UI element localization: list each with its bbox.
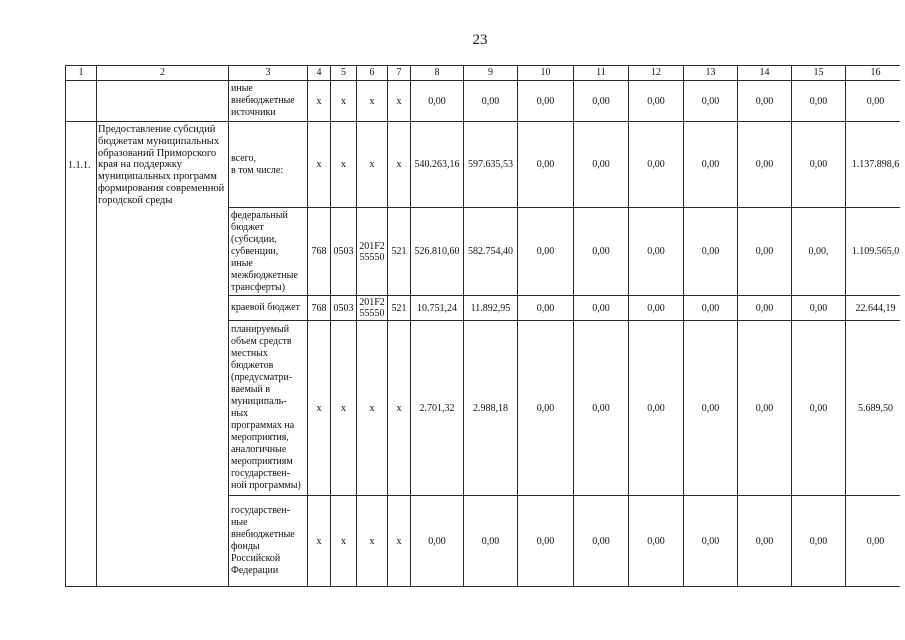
row-number-cell-empty (66, 81, 97, 122)
table-body (66, 66, 901, 587)
item-title-line: формирования современной (98, 182, 225, 194)
code-col-4: x (308, 81, 331, 122)
amount-col-12: 0,00 (629, 496, 684, 587)
column-number-11: 11 (574, 66, 629, 81)
amount-col-15: 0,00 (792, 296, 846, 321)
amount-col-16: 0,00 (846, 81, 901, 122)
amount-col-8: 0,00 (411, 81, 464, 122)
code-col-6: 201F2 55550 (357, 296, 388, 321)
funding-source-line: мероприятия, (231, 432, 289, 443)
funding-source-line: бюджет (231, 221, 264, 233)
funding-source-line: ных (231, 408, 249, 419)
funding-source-line: субвенции, (231, 245, 279, 257)
amount-col-16: 5.689,50 (846, 321, 901, 496)
amount-col-12: 0,00 (629, 81, 684, 122)
funding-source-line: бюджетов (231, 360, 274, 371)
column-number-8: 8 (411, 66, 464, 81)
code-col-7: x (388, 122, 411, 208)
funding-source-line: внебюджетные (231, 95, 295, 106)
amount-col-15: 0,00, (792, 208, 846, 296)
amount-col-14: 0,00 (738, 496, 792, 587)
amount-col-9: 597.635,53 (464, 122, 518, 208)
amount-col-8: 0,00 (411, 496, 464, 587)
column-number-9: 9 (464, 66, 518, 81)
table-row (66, 122, 901, 208)
amount-col-9: 2.988,18 (464, 321, 518, 496)
funding-source (229, 208, 308, 296)
funding-source-line: ной программы) (231, 480, 301, 491)
amount-col-13: 0,00 (684, 321, 738, 496)
code-col-4: 768 (308, 208, 331, 296)
amount-col-8: 10.751,24 (411, 296, 464, 321)
code-col-4: x (308, 321, 331, 496)
funding-source-line: Российской (231, 553, 281, 564)
code-col-5: x (331, 321, 357, 496)
amount-col-12: 0,00 (629, 321, 684, 496)
amount-col-9: 0,00 (464, 81, 518, 122)
funding-source (229, 496, 308, 587)
column-number-4: 4 (308, 66, 331, 81)
budget-table-container (65, 65, 900, 588)
amount-col-10: 0,00 (518, 81, 574, 122)
amount-col-11: 0,00 (574, 296, 629, 321)
code-col-5: x (331, 122, 357, 208)
amount-col-15: 0,00 (792, 122, 846, 208)
amount-col-11: 0,00 (574, 208, 629, 296)
funding-source-line: планируемый (231, 324, 290, 335)
amount-col-8: 526.810,60 (411, 208, 464, 296)
amount-col-15: 0,00 (792, 496, 846, 587)
amount-col-12: 0,00 (629, 122, 684, 208)
funding-source-line: в том числе: (231, 164, 284, 176)
funding-source-line: аналогичные (231, 444, 287, 455)
amount-col-16: 1.109.565,0 (846, 208, 901, 296)
amount-col-14: 0,00 (738, 208, 792, 296)
amount-col-14: 0,00 (738, 296, 792, 321)
item-title-line: Предоставление субсидий (98, 124, 216, 135)
table-row (66, 81, 901, 122)
amount-col-10: 0,00 (518, 496, 574, 587)
code-col-5: x (331, 496, 357, 587)
column-number-2: 2 (97, 66, 229, 81)
column-number-6: 6 (357, 66, 388, 81)
amount-col-11: 0,00 (574, 81, 629, 122)
item-number: 1.1.1. (66, 122, 97, 587)
budget-table (65, 65, 900, 587)
funding-source-line: иные (231, 83, 253, 94)
funding-source-line: программах на (231, 420, 295, 431)
amount-col-11: 0,00 (574, 122, 629, 208)
code-col-5: 0503 (331, 208, 357, 296)
code-col-6: x (357, 122, 388, 208)
amount-col-9: 582.754,40 (464, 208, 518, 296)
funding-source-line: государствен- (231, 468, 290, 479)
amount-col-15: 0,00 (792, 321, 846, 496)
amount-col-11: 0,00 (574, 496, 629, 587)
code-col-4: x (308, 122, 331, 208)
column-number-10: 10 (518, 66, 574, 81)
funding-source-line: (предусматри- (231, 372, 293, 383)
funding-source-line: (субсидии, (231, 233, 277, 245)
code-col-7: x (388, 321, 411, 496)
code-col-4: 768 (308, 296, 331, 321)
amount-col-9: 0,00 (464, 496, 518, 587)
funding-source-line: местных (231, 348, 268, 359)
amount-col-12: 0,00 (629, 296, 684, 321)
code-col-5: x (331, 81, 357, 122)
amount-col-13: 0,00 (684, 122, 738, 208)
column-number-5: 5 (331, 66, 357, 81)
funding-source-line: федеральный (231, 209, 288, 221)
amount-col-10: 0,00 (518, 208, 574, 296)
funding-source-line: фонды (231, 541, 260, 552)
funding-source-line: источники (231, 107, 276, 118)
item-title (97, 122, 229, 587)
amount-col-12: 0,00 (629, 208, 684, 296)
code-col-6: 201F2 55550 (357, 208, 388, 296)
column-number-16: 16 (846, 66, 901, 81)
funding-source (229, 321, 308, 496)
amount-col-13: 0,00 (684, 496, 738, 587)
code-col-7: 521 (388, 208, 411, 296)
amount-col-9: 11.892,95 (464, 296, 518, 321)
column-number-13: 13 (684, 66, 738, 81)
column-number-15: 15 (792, 66, 846, 81)
funding-source-line: мероприятиям (231, 456, 293, 467)
code-col-7: x (388, 496, 411, 587)
item-title-line: бюджетам муниципальных (98, 135, 220, 147)
amount-col-14: 0,00 (738, 321, 792, 496)
column-number-14: 14 (738, 66, 792, 81)
funding-source-line: краевой бюджет (231, 302, 300, 313)
item-title-line: муниципальных программ (98, 171, 217, 183)
column-number-3: 3 (229, 66, 308, 81)
funding-source-line: всего, (231, 152, 257, 164)
amount-col-16: 0,00 (846, 496, 901, 587)
amount-col-11: 0,00 (574, 321, 629, 496)
column-number-12: 12 (629, 66, 684, 81)
funding-source-line: Федерации (231, 565, 279, 576)
code-col-4: x (308, 496, 331, 587)
funding-source-line: объем средств (231, 336, 292, 347)
amount-col-16: 22.644,19 (846, 296, 901, 321)
code-col-6: x (357, 321, 388, 496)
funding-source-line: внебюджетные (231, 529, 295, 540)
column-number-1: 1 (66, 66, 97, 81)
funding-source-line: муниципаль- (231, 396, 287, 407)
item-title-line: края на поддержку (98, 159, 182, 171)
amount-col-10: 0,00 (518, 321, 574, 496)
amount-col-14: 0,00 (738, 122, 792, 208)
funding-source-line: трансферты) (231, 281, 286, 293)
item-title-line: городской среды (98, 194, 173, 206)
amount-col-10: 0,00 (518, 296, 574, 321)
item-name-cell-empty (97, 81, 229, 122)
code-col-6: x (357, 81, 388, 122)
funding-source-line: межбюджетные (231, 269, 298, 281)
funding-source (229, 296, 308, 321)
amount-col-14: 0,00 (738, 81, 792, 122)
amount-col-10: 0,00 (518, 122, 574, 208)
code-col-7: x (388, 81, 411, 122)
amount-col-13: 0,00 (684, 81, 738, 122)
amount-col-8: 2.701,32 (411, 321, 464, 496)
amount-col-16: 1.137.898,6 (846, 122, 901, 208)
funding-source-line: ваемый в (231, 384, 271, 395)
amount-col-13: 0,00 (684, 208, 738, 296)
column-number-7: 7 (388, 66, 411, 81)
header-row (66, 66, 901, 81)
code-col-7: 521 (388, 296, 411, 321)
item-title-line: образований Приморского (98, 147, 217, 159)
amount-col-8: 540.263,16 (411, 122, 464, 208)
code-col-6: x (357, 496, 388, 587)
funding-source-line: ные (231, 517, 248, 528)
funding-source (229, 122, 308, 208)
page-number: 23 (472, 32, 488, 48)
amount-col-15: 0,00 (792, 81, 846, 122)
amount-col-13: 0,00 (684, 296, 738, 321)
funding-source (229, 81, 308, 122)
funding-source-line: государствен- (231, 505, 290, 516)
funding-source-line: иные (231, 257, 253, 269)
code-col-5: 0503 (331, 296, 357, 321)
